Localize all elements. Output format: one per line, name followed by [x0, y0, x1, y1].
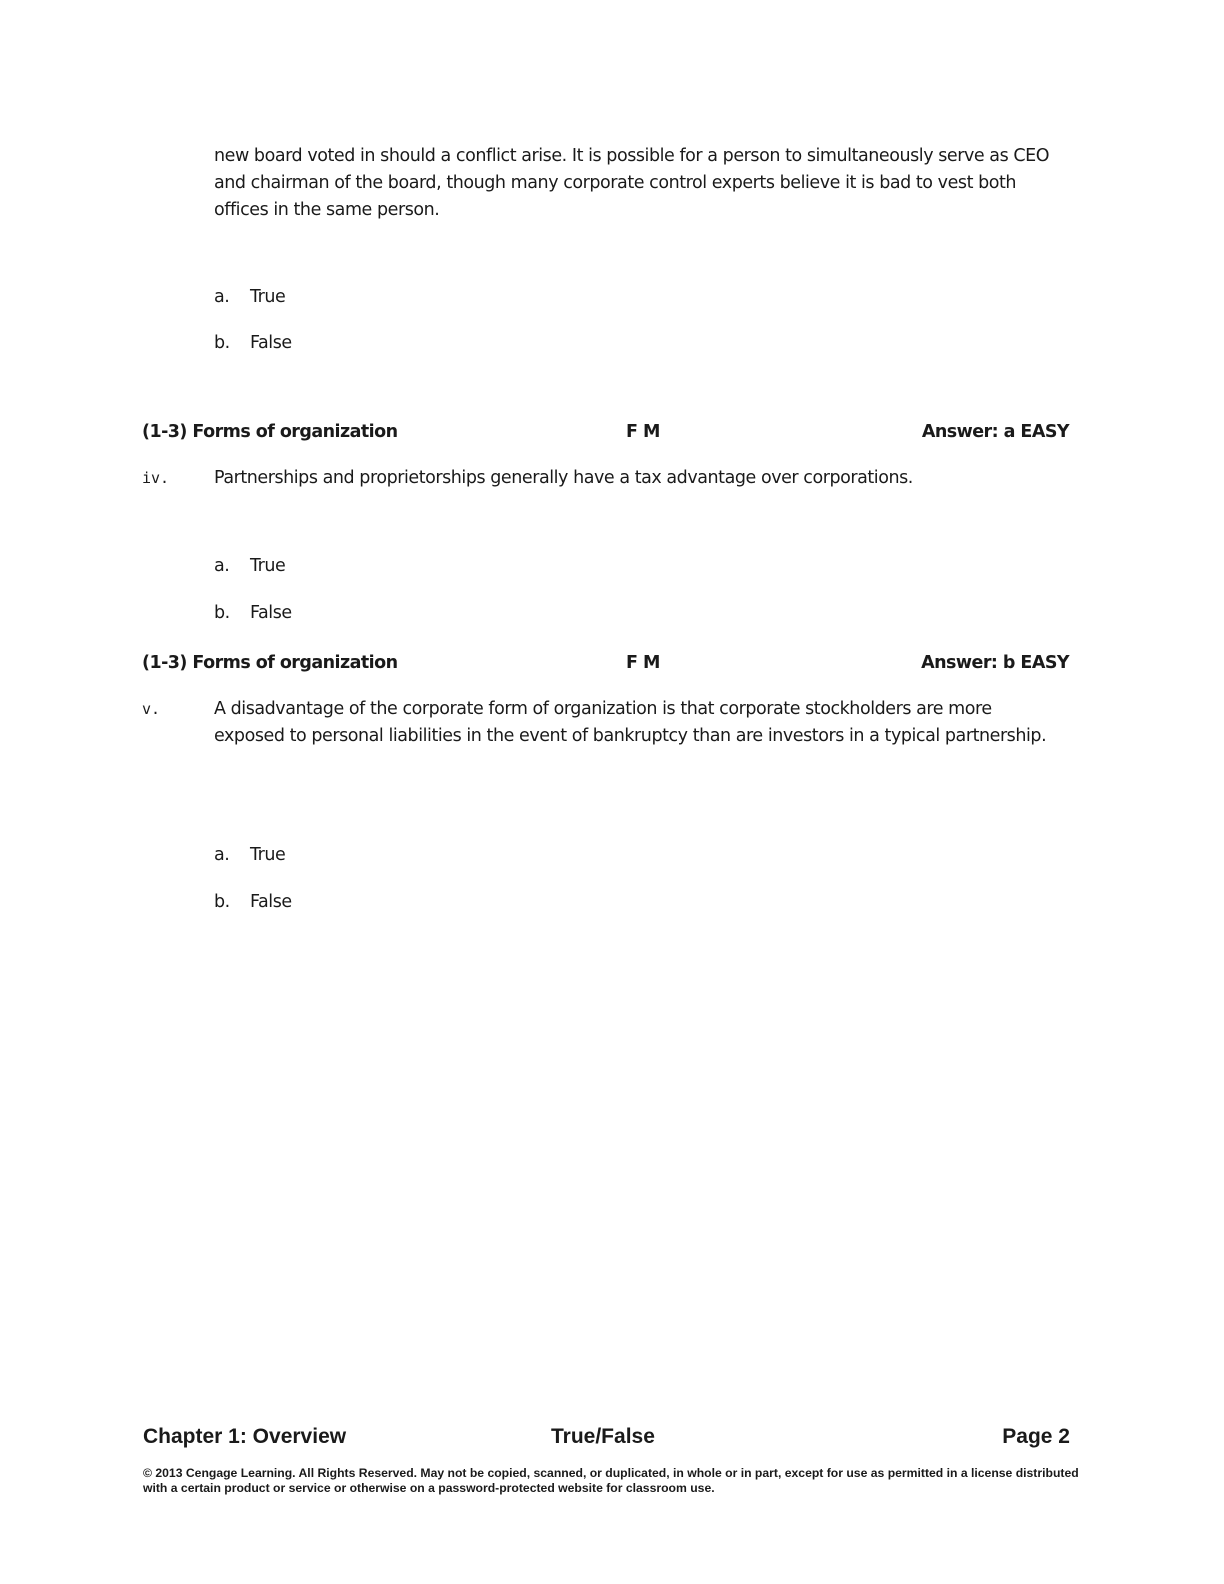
- question-code: F M: [626, 653, 660, 673]
- option-text-false: False: [250, 333, 292, 353]
- question-text: A disadvantage of the corporate form of organization is that corporate stockholders are more exposed to personal liabilities in the event of bankruptcy than are investors in a typical partnership.: [214, 699, 1047, 746]
- question-code: F M: [626, 422, 660, 442]
- question-answer: Answer: a EASY: [921, 422, 1069, 442]
- option-text-true: True: [250, 845, 286, 865]
- footer-page-number: Page 2: [1002, 1425, 1070, 1448]
- question-section-label: (1-3) Forms of organization: [142, 422, 398, 442]
- footer-chapter: Chapter 1: Overview: [143, 1425, 347, 1448]
- option-text-true: True: [250, 556, 286, 576]
- question-continuation-text: new board voted in should a conflict arise. It is possible for a person to simultaneously serve as CEO and chairman of the board, though many corporate control experts believe it is bad to vest both offices in the same person.: [214, 146, 1050, 220]
- option-letter-b: b.: [214, 892, 230, 912]
- question-number: v.: [142, 700, 161, 718]
- option-letter-b: b.: [214, 333, 230, 353]
- option-letter-a: a.: [214, 287, 230, 307]
- question-text: Partnerships and proprietorships generally have a tax advantage over corporations.: [214, 468, 913, 488]
- question-number: iv.: [142, 469, 170, 487]
- option-letter-a: a.: [214, 556, 230, 576]
- option-text-false: False: [250, 603, 292, 623]
- question-section-label: (1-3) Forms of organization: [142, 653, 398, 673]
- footer-section-type: True/False: [551, 1425, 655, 1448]
- option-text-false: False: [250, 892, 292, 912]
- option-letter-b: b.: [214, 603, 230, 623]
- option-letter-a: a.: [214, 845, 230, 865]
- question-answer: Answer: b EASY: [921, 653, 1069, 673]
- option-text-true: True: [250, 287, 286, 307]
- footer-copyright: © 2013 Cengage Learning. All Rights Reserved. May not be copied, scanned, or duplicated, in whole or in part, except for use as permitted in a license distributed with a certain product or service or otherwise on a password-protected website for classroom use.: [143, 1466, 1079, 1495]
